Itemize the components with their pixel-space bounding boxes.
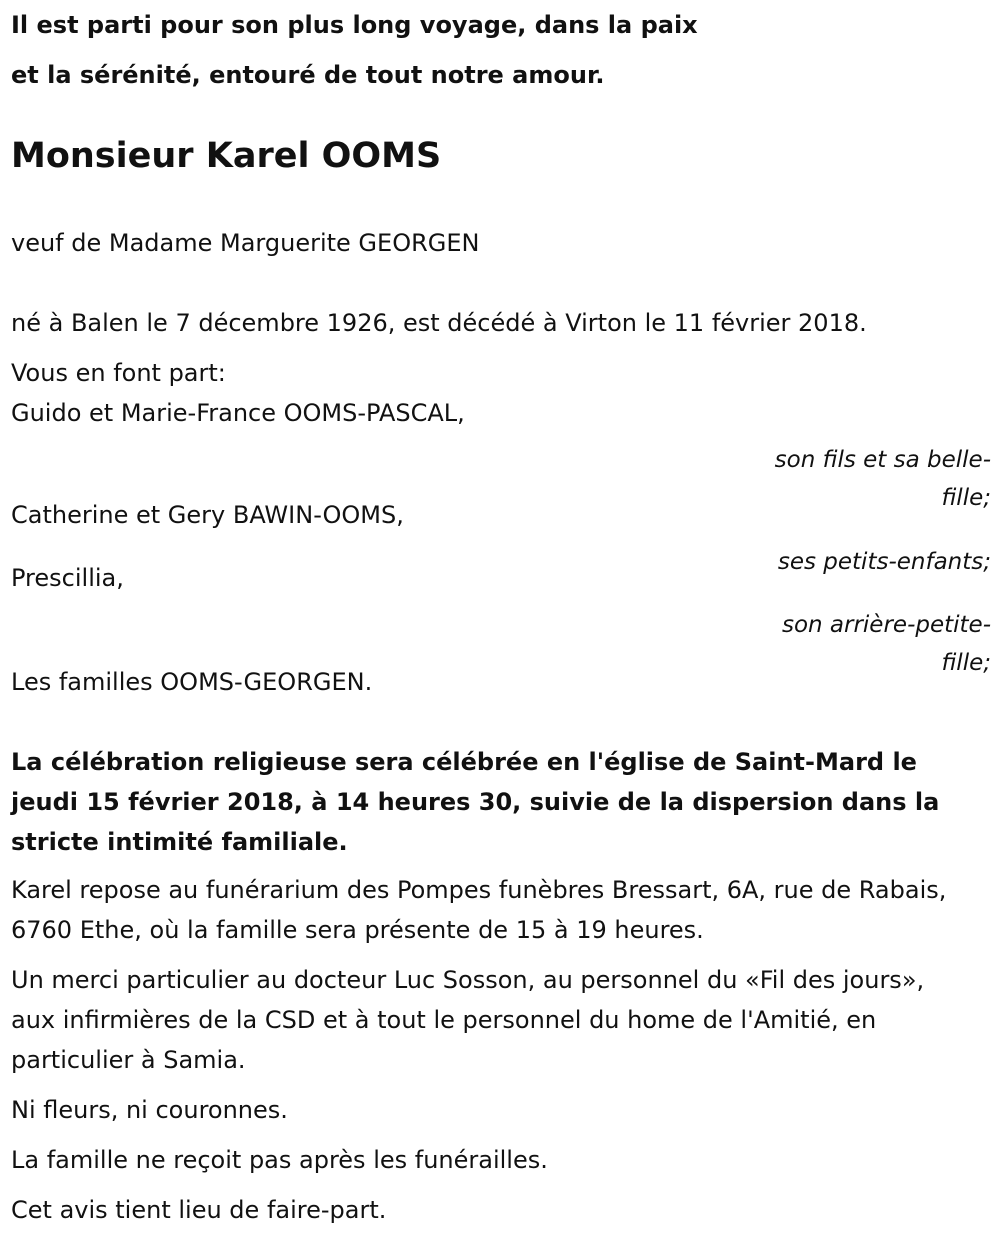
family-member-relation: son arrière-petite-fille; <box>781 612 991 676</box>
family-member-relation: son fils et sa belle-fille; <box>774 447 991 511</box>
thanks-paragraph: Un merci particulier au docteur Luc Sosson, au personnel du «Fil des jours», aux infirmières de la CSD et à tout le personnel du home de l'Amitié, en particulier à Samia. <box>11 966 925 1074</box>
intro-line-2: et la sérénité, entouré de tout notre amour. <box>11 61 605 89</box>
deceased-name: Monsieur Karel OOMS <box>11 136 442 176</box>
birth-death-line: né à Balen le 7 décembre 1926, est décédé à Virton le 11 février 2018. <box>11 309 867 337</box>
no-visits-line: La famille ne reçoit pas après les funérailles. <box>11 1146 548 1174</box>
families-line: Les familles OOMS-GEORGEN. <box>11 668 373 696</box>
intro-line-1: Il est parti pour son plus long voyage, dans la paix <box>11 11 698 39</box>
family-member-name: Prescillia, <box>11 564 124 592</box>
notice-line: Cet avis tient lieu de faire-part. <box>11 1196 387 1224</box>
family-member-name: Catherine et Gery BAWIN-OOMS, <box>11 501 404 529</box>
family-member-name: Guido et Marie-France OOMS-PASCAL, <box>11 399 465 427</box>
no-flowers-line: Ni fleurs, ni couronnes. <box>11 1096 288 1124</box>
ceremony-paragraph: La célébration religieuse sera célébrée en l'église de Saint-Mard le jeudi 15 février 2018, à 14 heures 30, suivie de la dispersion dans la stricte intimité familiale. <box>11 748 940 856</box>
obituary-notice <box>11 0 991 1244</box>
family-member-relation: ses petits-enfants; <box>777 549 991 575</box>
announce-line: Vous en font part: <box>11 359 226 387</box>
spouse-line: veuf de Madame Marguerite GEORGEN <box>11 229 480 257</box>
repose-paragraph: Karel repose au funérarium des Pompes funèbres Bressart, 6A, rue de Rabais, 6760 Ethe, où la famille sera présente de 15 à 19 heures. <box>11 876 947 944</box>
